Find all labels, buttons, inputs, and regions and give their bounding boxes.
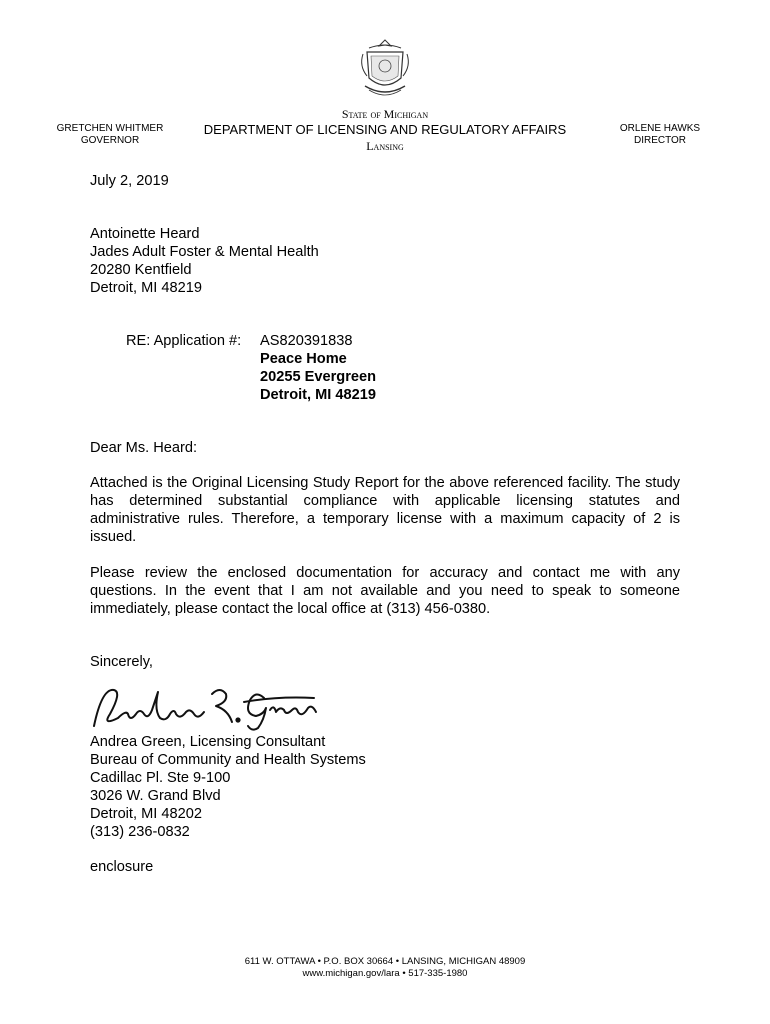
recipient-line: Jades Adult Foster & Mental Health — [90, 244, 319, 260]
city-name: Lansing — [366, 139, 404, 153]
sender-line: (313) 236-0832 — [90, 824, 190, 840]
enclosure-note: enclosure — [90, 859, 154, 875]
recipient-line: Detroit, MI 48219 — [90, 280, 202, 296]
recipient-address — [90, 225, 319, 297]
department-name: DEPARTMENT OF LICENSING AND REGULATORY AFFAIRS — [203, 122, 567, 137]
recipient-line: 20280 Kentfield — [90, 262, 192, 278]
closing: Sincerely, — [90, 654, 153, 670]
director-name: ORLENE HAWKS — [619, 123, 701, 134]
application-number: AS820391838 — [260, 333, 353, 349]
state-seal-icon — [355, 36, 415, 102]
sender-block — [90, 733, 366, 841]
sender-line: Cadillac Pl. Ste 9-100 — [90, 770, 231, 786]
state-title: State of Michigan — [341, 107, 429, 121]
facility-city: Detroit, MI 48219 — [260, 387, 376, 403]
governor-title: GOVERNOR — [80, 135, 140, 146]
body-paragraph: Attached is the Original Licensing Study Report for the above referenced facility. The study has determined substantial compliance with applicable licensing statutes and administrative rules. Therefore, a temporary license with a maximum capacity of 2 is issued. — [90, 475, 680, 545]
salutation: Dear Ms. Heard: — [90, 440, 198, 456]
director-block — [590, 123, 730, 147]
body-paragraph: Please review the enclosed documentation for accuracy and contact me with any questions. In the event that I am not available and you need to speak to someone immediately, please contact the local office at (313) 456-0380. — [90, 565, 680, 617]
re-details — [260, 332, 376, 404]
footer-address: 611 W. OTTAWA • P.O. BOX 30664 • LANSING, MICHIGAN 48909 — [244, 956, 526, 967]
re-label: RE: Application #: — [126, 333, 242, 349]
footer-contact: www.michigan.gov/lara • 517-335-1980 — [302, 968, 468, 979]
sender-line: 3026 W. Grand Blvd — [90, 788, 221, 804]
handwritten-signature — [88, 680, 328, 736]
recipient-line: Antoinette Heard — [90, 226, 200, 242]
sender-line: Detroit, MI 48202 — [90, 806, 202, 822]
letter-date: July 2, 2019 — [90, 173, 169, 189]
director-title: DIRECTOR — [633, 135, 687, 146]
sender-line: Andrea Green, Licensing Consultant — [90, 734, 326, 750]
governor-name: GRETCHEN WHITMER — [56, 123, 164, 134]
governor-block — [40, 123, 180, 147]
sender-line: Bureau of Community and Health Systems — [90, 752, 366, 768]
facility-street: 20255 Evergreen — [260, 369, 377, 385]
facility-name: Peace Home — [260, 351, 347, 367]
